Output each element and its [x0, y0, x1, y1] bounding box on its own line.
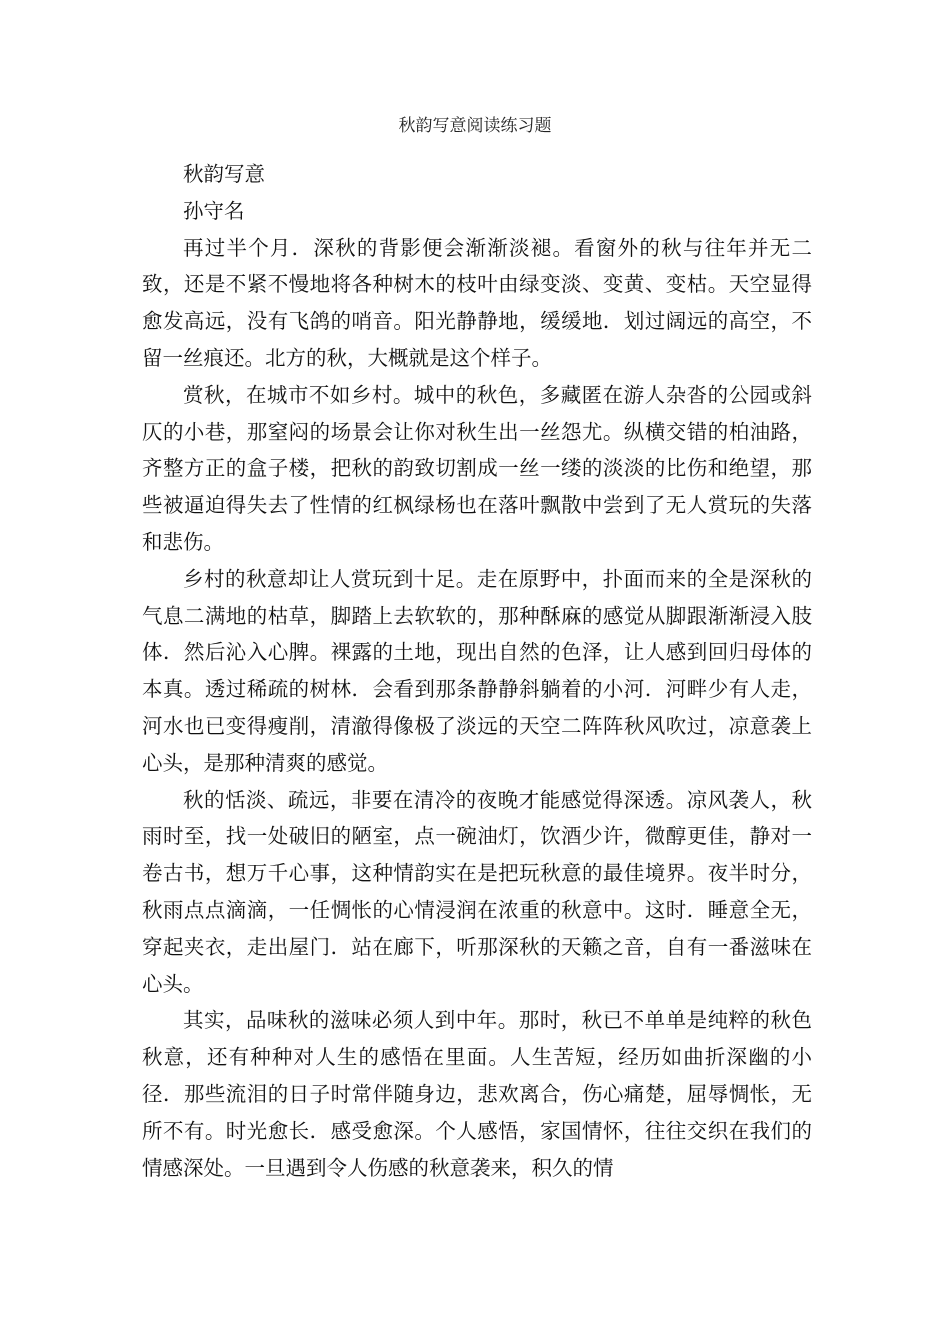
paragraph: 秋的恬淡、疏远，非要在清冷的夜晚才能感觉得深透。凉风袭人，秋雨时至，找一处破旧的陋室，点一碗油灯，饮酒少许，微醇更佳，静对一卷古书，想万千心事，这种情韵实在是把玩秋意的最佳境界。夜半时分，秋雨点点滴滴，一任惆怅的心情浸润在浓重的秋意中。这时．睡意全无，穿起夹衣，走出屋门．站在廊下，听那深秋的天籁之音，自有一番滋味在心头。 — [142, 787, 812, 996]
paragraph: 赏秋，在城市不如乡村。城中的秋色，多藏匿在游人杂沓的公园或斜仄的小巷，那窒闷的场景会让你对秋生出一丝怨尤。纵横交错的柏油路，齐整方正的盒子楼，把秋的韵致切割成一丝一缕的淡淡的比伤和绝望，那些被逼迫得失去了性情的红枫绿杨也在落叶飘散中尝到了无人赏玩的失落和悲伤。 — [142, 382, 812, 554]
article-title: 秋韵写意 — [183, 162, 265, 186]
paragraph: 乡村的秋意却让人赏玩到十足。走在原野中，扑面而来的全是深秋的气息二满地的枯草，脚踏上去软软的，那种酥麻的感觉从脚跟渐渐浸入肢体．然后沁入心脾。裸露的土地，现出自然的色泽，让人感到回归母体的本真。透过稀疏的树林．会看到那条静静斜躺着的小河．河畔少有人走，河水也已变得瘦削，清澈得像极了淡远的天空二阵阵秋风吹过，凉意袭上心头，是那种清爽的感觉。 — [142, 566, 812, 775]
article-body — [142, 156, 812, 1186]
page-title: 秋韵写意阅读练习题 — [398, 116, 552, 136]
article-author: 孙守名 — [183, 198, 245, 223]
paragraph: 再过半个月．深秋的背影便会渐渐淡褪。看窗外的秋与往年并无二致，还是不紧不慢地将各种树木的枝叶由绿变淡、变黄、变枯。天空显得愈发高远，没有飞鸽的哨音。阳光静静地，缓缓地．划过阔远的高空，不留一丝痕还。北方的秋，大概就是这个样子。 — [142, 235, 812, 370]
paragraph: 其实，品味秋的滋味必须人到中年。那时，秋已不单单是纯粹的秋色秋意，还有种种对人生的感悟在里面。人生苦短，经历如曲折深幽的小径．那些流泪的日子时常伴随身边，悲欢离合，伤心痛楚，屈辱惆怅，无所不有。时光愈长．感受愈深。个人感悟，家国情怀，往往交织在我们的情感深处。一旦遇到令人伤感的秋意袭来，积久的情 — [142, 1008, 812, 1180]
